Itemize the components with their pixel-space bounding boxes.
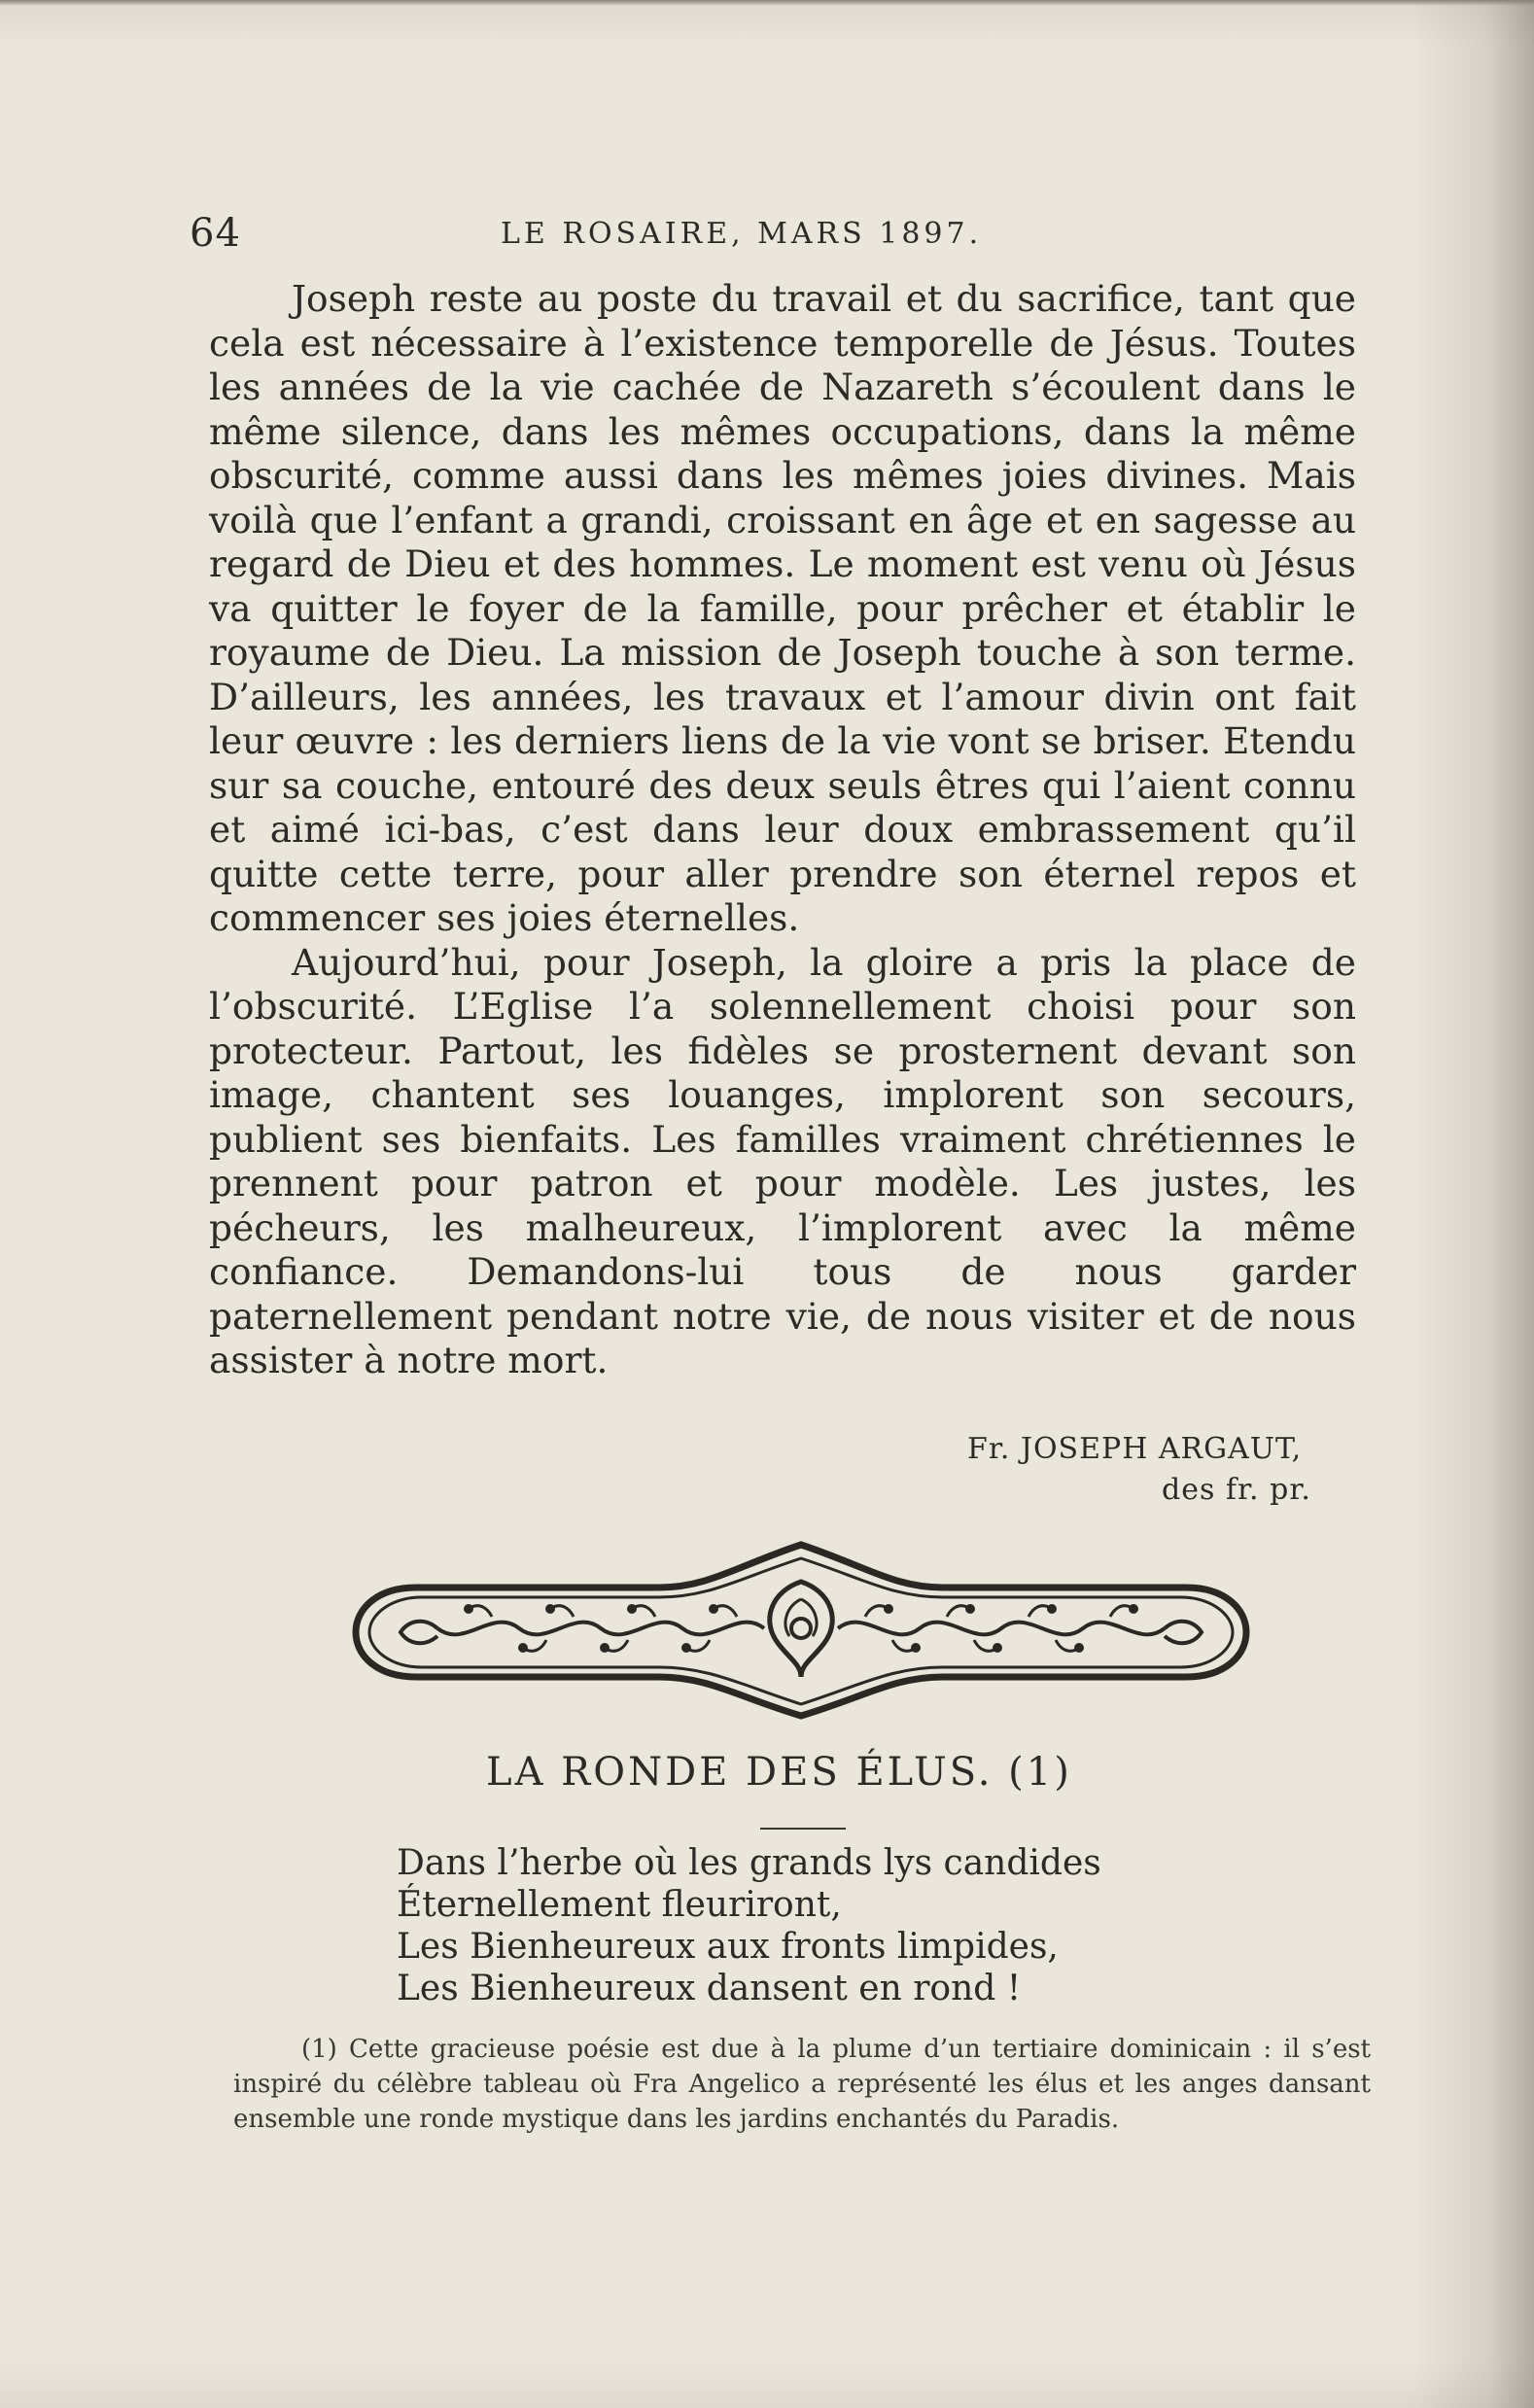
page-top-edge — [0, 0, 1534, 6]
author-name: Fr. JOSEPH ARGAUT, — [967, 1432, 1303, 1466]
poem-verses — [397, 1842, 1272, 2009]
article-paragraph: Aujourd’hui, pour Joseph, la gloire a pris la place de l’obscurité. L’Eglise l’a solennellement choisi pour son protecteur. Partout, les fidèles se prosternent devant son image, chantent ses louanges, implorent son secours, publient ses bienfaits. Les familles vraiment chrétiennes le prennent pour patron et pour modèle. Les justes, les pécheurs, les malheureux, l’implorent avec la même confiance. Demandons-lui tous de nous garder paternellement pendant notre vie, de nous visiter et de nous assister à notre mort. — [209, 940, 1356, 1381]
title-divider — [760, 1828, 846, 1830]
poem-line: Dans l’herbe où les grands lys candides — [397, 1843, 1101, 1883]
footnote: (1) Cette gracieuse poésie est due à la plume d’un tertiaire dominicain : il s’est inspiré du célèbre tableau où Fra Angelico a représenté les élus et les anges dansant ensemble une ronde mystique dans les jardins enchantés du Paradis. — [233, 2035, 1371, 2134]
running-head: LE ROSAIRE, MARS 1897. — [501, 217, 983, 251]
poem-title: LA RONDE DES ÉLUS. (1) — [486, 1750, 1072, 1795]
poem-line: Éternellement fleuriront, — [397, 1885, 842, 1925]
poem-line: Les Bienheureux aux fronts limpides, — [397, 1927, 1059, 1967]
floral-scroll-ornament-icon — [329, 1531, 1273, 1726]
author-signature — [967, 1429, 1356, 1511]
page-number: 64 — [190, 211, 241, 256]
article-paragraph: Joseph reste au poste du travail et du sacrifice, tant que cela est nécessaire à l’existence temporelle de Jésus. Toutes les années de la vie cachée de Nazareth s’écoulent dans le même silence, dans les mêmes occupations, dans la même obscurité, comme aussi dans les mêmes joies divines. Mais voilà que l’enfant a grandi, croissant en âge et en sagesse au regard de Dieu et des hommes. Le moment est venu où Jésus va quitter le foyer de la famille, pour prêcher et établir le royaume de Dieu. La mission de Joseph touche à son terme. D’ailleurs, les années, les travaux et l’amour divin ont fait leur œuvre : les derniers liens de la vie vont se briser. Etendu sur sa couche, entouré des deux seuls êtres qui l’aient connu et aimé ici-bas, c’est dans leur doux embrassement qu’il quitte cette terre, pour aller prendre son éternel repos et commencer ses joies éternelles. — [209, 277, 1356, 939]
poem-line: Les Bienheureux dansent en rond ! — [397, 1969, 1022, 2008]
page-header — [190, 199, 1045, 258]
author-order: des fr. pr. — [1162, 1473, 1311, 1507]
article-body — [209, 277, 1356, 1383]
